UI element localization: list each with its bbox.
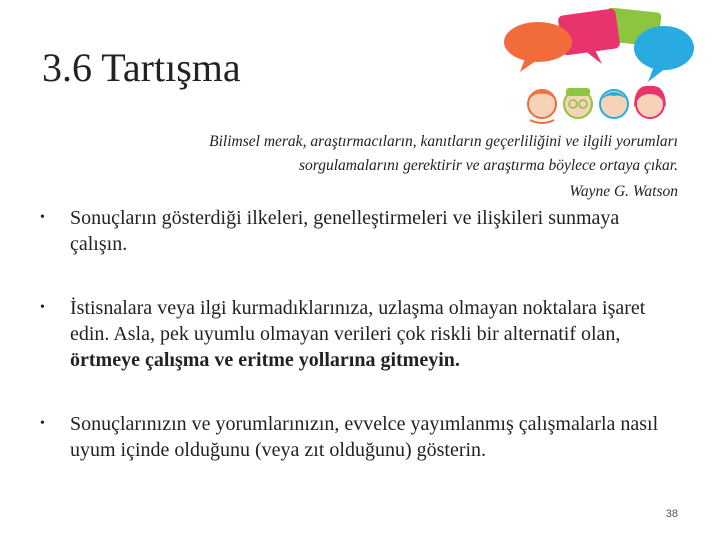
person-2-icon [564,88,592,118]
person-3-icon [600,90,628,118]
bullet-text-2-regular: İstisnalara veya ilgi kurmadıklarınıza, uzlaşma olmayan noktalara işaret edin. Asla, pek uyumlu olmayan verileri çok riskli bir alternatif olan, [70,297,646,345]
quote-line-1: Bilimsel merak, araştırmacıların, kanıtların geçerliliğini ve ilgili yorumları [209,133,678,150]
bullet-item-3 [40,411,680,463]
speech-bubble-orange-icon [504,22,572,72]
discussion-people-speech-bubbles-icon [498,8,698,126]
quote-block [78,130,678,204]
quote-author: Wayne G. Watson [569,183,678,200]
quote-line-2: sorgulamalarını gerektirir ve araştırma böylece ortaya çıkar. [299,157,678,174]
speech-bubble-blue-icon [634,26,694,82]
bullet-symbol: • [40,300,45,315]
slide-title: 3.6 Tartışma [42,45,241,90]
bullet-text-1: Sonuçların gösterdiği ilkeleri, genelleştirmeleri ve ilişkileri sunmaya çalışın. [70,207,620,255]
bullet-symbol: • [40,416,45,431]
person-1-icon [528,90,556,123]
bullet-item-1 [40,205,680,257]
bullet-text-3: Sonuçlarınızın ve yorumlarınızın, evvelce yayımlanmış çalışmalarla nasıl uyum içinde olduğunu (veya zıt olduğunu) gösterin. [70,413,659,461]
person-4-icon [634,86,666,118]
speech-bubbles-illustration [498,8,698,126]
bullet-item-2 [40,295,680,373]
bullet-text-2-bold: örtmeye çalışma ve eritme yollarına gitmeyin. [70,349,460,371]
bullet-text-2 [70,295,680,373]
bullet-symbol: • [40,210,45,225]
page-number: 38 [665,508,678,520]
bullet-list [40,205,680,463]
